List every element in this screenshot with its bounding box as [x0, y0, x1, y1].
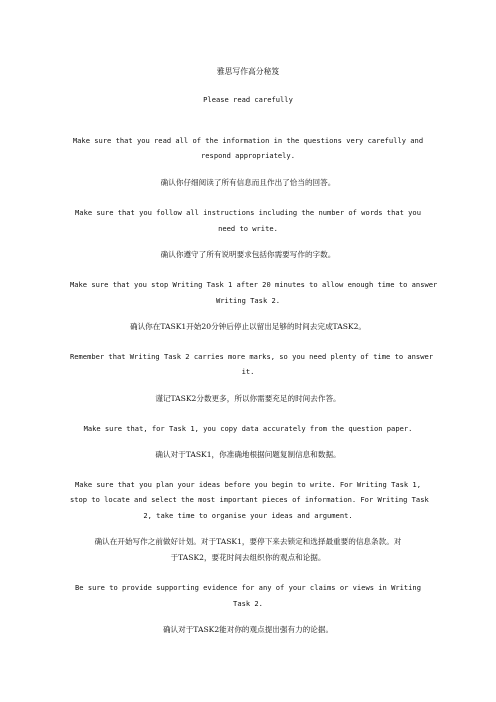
paragraph-line: Make sure that you read all of the information in the questions very carefully and — [72, 136, 424, 145]
paragraph-translation: 于TASK2，要花时间去组织你的观点和论据。 — [170, 553, 326, 562]
paragraph-line: it. — [241, 367, 255, 376]
paragraph-line: Make sure that you stop Writing Task 1 after 20 minutes to allow enough time to answer — [70, 280, 438, 289]
paragraph-line: Be sure to provide supporting evidence for any of your claims or views in Writing — [75, 583, 421, 592]
paragraph-translation: 谨记TASK2分数更多，所以你需要充足的时间去作答。 — [155, 394, 341, 403]
paragraph-line: need to write. — [218, 224, 278, 233]
document-title: 雅思写作高分秘笈 — [216, 67, 280, 76]
paragraph-translation: 确认在开始写作之前做好计划。对于TASK1，要停下来去锁定和选择最重要的信息条款。对 — [94, 537, 402, 546]
paragraph-line: Task 2. — [233, 599, 263, 608]
paragraph-line: 2, take time to organise your ideas and argument. — [143, 511, 353, 520]
paragraph-translation: 确认对于TASK2能对你的观点提出强有力的论据。 — [162, 625, 334, 634]
document-subtitle: Please read carefully — [203, 95, 293, 104]
paragraph-line: Make sure that you follow all instructions including the number of words that you — [75, 208, 421, 217]
paragraph-line: Make sure that you plan your ideas before you begin to write. For Writing Task 1, — [75, 480, 421, 489]
paragraph-translation: 确认你遵守了所有说明要求包括你需要写作的字数。 — [160, 250, 336, 259]
paragraph-line: Make sure that, for Task 1, you copy data accurately from the question paper. — [83, 424, 413, 433]
paragraph-line: stop to locate and select the most important pieces of information. For Writing Task — [70, 495, 429, 504]
paragraph-translation: 确认对于TASK1，你准确地根据问题复制信息和数据。 — [155, 450, 341, 459]
paragraph-translation: 确认你在TASK1开始20分钟后停止以留出足够的时间去完成TASK2。 — [130, 322, 366, 331]
paragraph-line: Remember that Writing Task 2 carries more marks, so you need plenty of time to answer — [70, 352, 434, 361]
paragraph-line: respond appropriately. — [201, 151, 295, 160]
paragraph-translation: 确认你仔细阅读了所有信息而且作出了恰当的回答。 — [160, 178, 336, 187]
paragraph-line: Writing Task 2. — [215, 296, 281, 305]
